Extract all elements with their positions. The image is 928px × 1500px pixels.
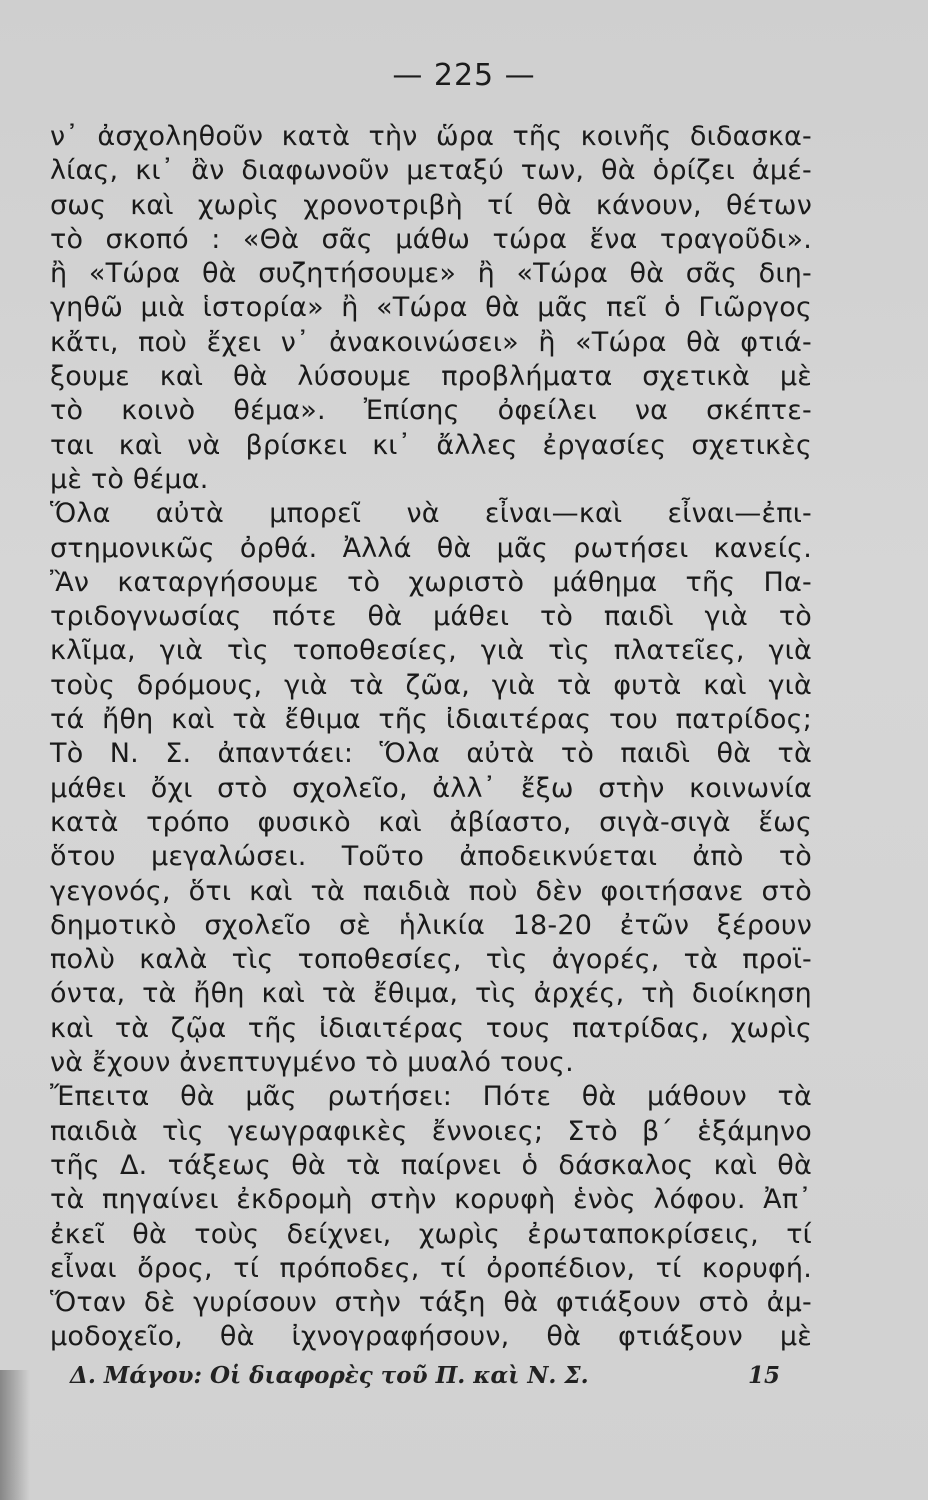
text-line: μάθει ὄχι στὸ σχολεῖο, ἀλλ᾿ ἔξω στὴν κοινωνία xyxy=(50,772,812,804)
text-line: λίας, κι᾿ ἂν διαφωνοῦν μεταξύ των, θὰ ὁρίζει ἀμέ- xyxy=(50,155,812,187)
text-line: όντα, τὰ ἤθη καὶ τὰ ἔθιμα, τὶς ἀρχές, τὴ διοίκηση xyxy=(50,978,812,1010)
text-line: γηθῶ μιὰ ἱστορία» ἢ «Τώρα θὰ μᾶς πεῖ ὁ Γιῶργος xyxy=(50,292,812,324)
text-line: ξουμε καὶ θὰ λύσουμε προβλήματα σχετικὰ μὲ xyxy=(50,361,812,393)
text-line: μὲ τὸ θέμα. xyxy=(50,463,209,495)
text-line: Ὅλα αὐτὰ μπορεῖ νὰ εἶναι—καὶ εἶναι—ἐπι- xyxy=(50,498,812,530)
text-line: Τὸ Ν. Σ. ἀπαντάει: Ὅλα αὐτὰ τὸ παιδὶ θὰ τὰ xyxy=(50,738,812,770)
text-line: κἄτι, ποὺ ἔχει ν᾿ ἀνακοινώσει» ἢ «Τώρα θὰ φτιά- xyxy=(50,326,812,358)
text-line: τὸ κοινὸ θέμα». Ἐπίσης ὀφείλει να σκέπτε- xyxy=(50,395,812,427)
footer xyxy=(70,1362,790,1389)
text-line: ται καὶ νὰ βρίσκει κι᾿ ἄλλες ἐργασίες σχετικὲς xyxy=(50,429,812,461)
text-line: Ἔπειτα θὰ μᾶς ρωτήσει: Πότε θὰ μάθουν τὰ xyxy=(50,1081,812,1113)
signature-number: 15 xyxy=(747,1362,780,1389)
text-line: καὶ τὰ ζῷα τῆς ἰδιαιτέρας τους πατρίδας, χωρὶς xyxy=(50,1012,812,1044)
text-line: κατὰ τρόπο φυσικὸ καὶ ἀβίαστο, σιγὰ-σιγὰ ἕως xyxy=(50,806,812,838)
text-line: Ὅταν δὲ γυρίσουν στὴν τάξη θὰ φτιάξουν στὸ ἀμ- xyxy=(50,1287,812,1319)
text-line: πολὺ καλὰ τὶς τοποθεσίες, τὶς ἀγορές, τὰ προϊ- xyxy=(50,944,812,976)
text-line: δημοτικὸ σχολεῖο σὲ ἡλικία 18-20 ἐτῶν ξέρουν xyxy=(50,909,812,941)
text-line: νὰ ἔχουν ἀνεπτυγμένο τὸ μυαλό τους. xyxy=(50,1047,574,1079)
text-line: γεγονός, ὅτι καὶ τὰ παιδιὰ ποὺ δὲν φοιτήσανε στὸ xyxy=(50,875,812,907)
footer-citation: Δ. Μάγου: Οἱ διαφορὲς τοῦ Π. καὶ Ν. Σ. xyxy=(70,1362,589,1389)
text-line: παιδιὰ τὶς γεωγραφικὲς ἔννοιες; Στὸ β´ ἑξάμηνο xyxy=(50,1115,812,1147)
text-line: μοδοχεῖο, θὰ ἰχνογραφήσουν, θὰ φτιάξουν μὲ xyxy=(50,1321,812,1353)
text-line: σως καὶ χωρὶς χρονοτριβὴ τί θὰ κάνουν, θέτων xyxy=(50,189,812,221)
text-line: τῆς Δ. τάξεως θὰ τὰ παίρνει ὁ δάσκαλος καὶ θὰ xyxy=(50,1149,812,1181)
text-line: ὅτου μεγαλώσει. Τοῦτο ἀποδεικνύεται ἀπὸ τὸ xyxy=(50,841,812,873)
text-line: τὸ σκοπό : «Θὰ σᾶς μάθω τώρα ἕνα τραγοῦδι». xyxy=(50,223,812,255)
body-text xyxy=(50,120,812,1355)
text-line: στημονικῶς ὀρθά. Ἀλλά θὰ μᾶς ρωτήσει κανείς. xyxy=(50,532,812,564)
text-line: τά ἤθη καὶ τὰ ἔθιμα τῆς ἰδιαιτέρας του πατρίδος; xyxy=(50,704,812,736)
text-line: τὰ πηγαίνει ἐκδρομὴ στὴν κορυφὴ ἑνὸς λόφου. Ἀπ᾿ xyxy=(50,1184,812,1216)
text-line: τριδογνωσίας πότε θὰ μάθει τὸ παιδὶ γιὰ τὸ xyxy=(50,601,812,633)
text-line: ν᾿ ἀσχοληθοῦν κατὰ τὴν ὥρα τῆς κοινῆς διδασκα- xyxy=(50,121,812,152)
text-line: Ἂν καταργήσουμε τὸ χωριστὸ μάθημα τῆς Πα- xyxy=(50,566,812,598)
text-line: εἶναι ὄρος, τί πρόποδες, τί ὀροπέδιον, τί κορυφή. xyxy=(50,1252,812,1284)
text-line: ἐκεῖ θὰ τοὺς δείχνει, χωρὶς ἐρωταποκρίσεις, τί xyxy=(50,1218,812,1250)
page-edge-shadow xyxy=(0,1370,30,1500)
text-line: ἢ «Τώρα θὰ συζητήσουμε» ἢ «Τώρα θὰ σᾶς διη- xyxy=(50,258,812,290)
text-line: τοὺς δρόμους, γιὰ τὰ ζῶα, γιὰ τὰ φυτὰ καὶ γιὰ xyxy=(50,669,812,701)
page-number: — 225 — xyxy=(392,58,536,93)
text-line: κλῖμα, γιὰ τὶς τοποθεσίες, γιὰ τὶς πλατεῖες, γιὰ xyxy=(50,635,812,667)
